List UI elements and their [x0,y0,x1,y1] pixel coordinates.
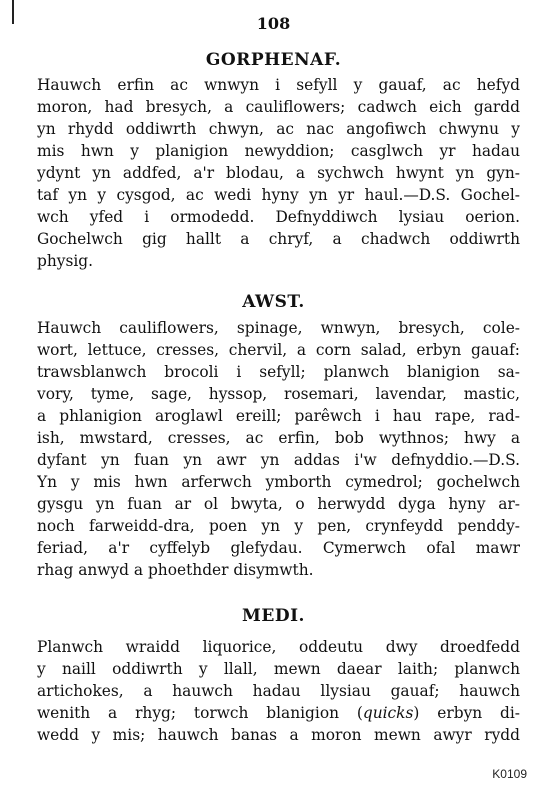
text-line: feriad, a'r cyffelyb glefydau. Cymerwch ofal mawr [37,539,520,557]
text-line: Hauwch cauliflowers, spinage, wnwyn, bresych, cole- [37,319,520,337]
section-body-awst [37,317,520,581]
text-line: ydynt yn addfed, a'r blodau, a sychwch hwynt yn gyn- [37,164,520,182]
text-line: mis hwn y planigion newyddion; casglwch yr hadau [37,142,520,160]
text-line: noch farweidd-dra, poen yn y pen, crynfeydd penddy- [37,517,520,535]
text-line: physig. [37,252,94,270]
text-line: wort, lettuce, cresses, chervil, a corn salad, erbyn gauaf: [37,341,520,359]
text-line: Gochelwch gig hallt a chryf, a chadwch oddiwrth [37,230,520,248]
text-line: a phlanigion aroglawl ereill; parêwch i hau rape, rad- [37,407,520,425]
text-line: artichokes, a hauwch hadau llysiau gauaf; hauwch [37,682,520,700]
text-line: trawsblanwch brocoli i sefyll; planwch blanigion sa- [37,363,520,381]
text-line: Yn y mis hwn arferwch ymborth cymedrol; gochelwch [37,473,520,491]
text-line: vory, tyme, sage, hyssop, rosemari, lavendar, mastic, [37,385,520,403]
italic-word: quicks [362,704,414,722]
line-text-end: ) erbyn di- [413,704,520,722]
text-line: yn rhydd oddiwrth chwyn, ac nac angofiwch chwynu y [37,120,520,138]
section-body-gorphenaf [37,74,520,272]
text-line: moron, had bresych, a cauliflowers; cadwch eich gardd [37,98,520,116]
section-heading-awst: AWST. [242,292,305,312]
text-line-with-italic [37,702,520,724]
text-line: rhag anwyd a phoethder disymwth. [37,561,314,579]
text-line: ish, mwstard, cresses, ac erfin, bob wythnos; hwy a [37,429,520,447]
line-text-start: wenith a rhyg; torwch blanigion ( [37,704,363,722]
text-line: Planwch wraidd liquorice, oddeutu dwy droedfedd [37,638,520,656]
text-line: gysgu yn fuan ar ol bwyta, o herwydd dyga hyny ar- [37,495,520,513]
text-line: taf yn y cysgod, ac wedi hyny yn yr haul.—D.S. Gochel- [37,186,520,204]
page-number: 108 [256,14,291,33]
text-line: dyfant yn fuan yn awr yn addas i'w defnyddio.—D.S. [37,451,520,469]
section-heading-medi: MEDI. [242,606,305,626]
text-line: wedd y mis; hauwch banas a moron mewn awyr rydd [37,726,520,744]
text-line: wch yfed i ormodedd. Defnyddiwch lysiau oerion. [37,208,520,226]
reference-code: K0109 [492,767,527,781]
text-line: Hauwch erfin ac wnwyn i sefyll y gauaf, ac hefyd [37,76,520,94]
section-body-medi [37,636,520,746]
section-heading-gorphenaf: GORPHENAF. [205,50,342,70]
text-line: y naill oddiwrth y llall, mewn daear laith; planwch [37,660,520,678]
